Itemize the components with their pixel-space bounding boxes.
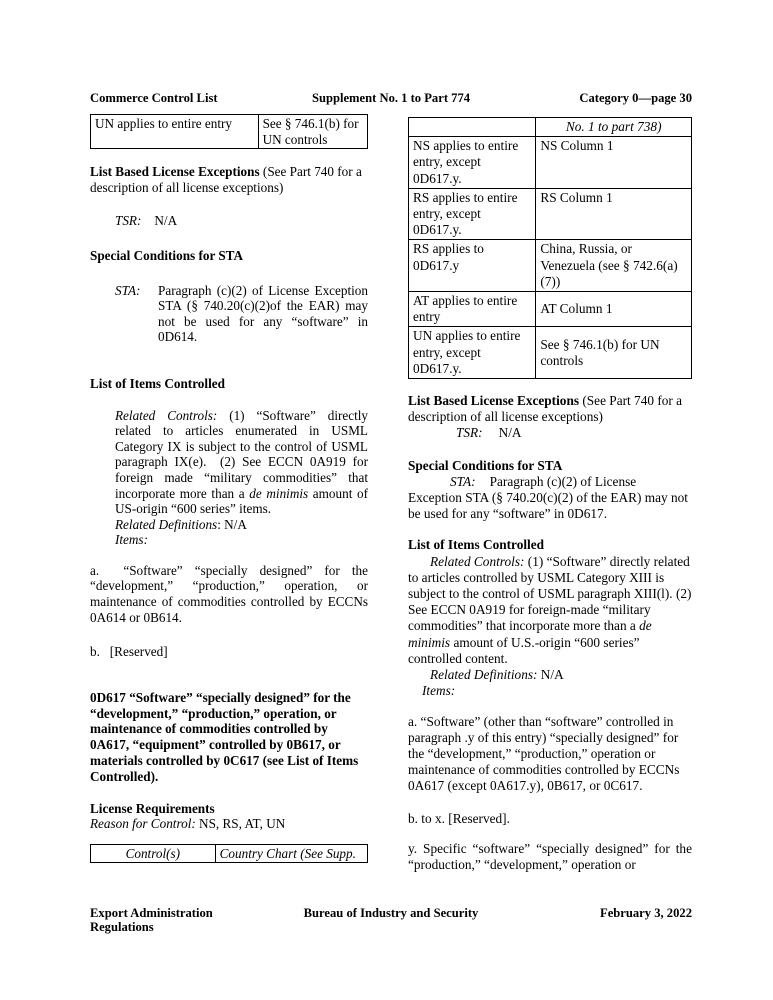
control-cell: RS applies to 0D617.y bbox=[409, 240, 536, 292]
list-based-license-exceptions: List Based License Exceptions (See Part 740 for a description of all license exceptions) bbox=[90, 164, 362, 195]
reason-for-control-line bbox=[90, 816, 368, 832]
sta-text: Paragraph (c)(2) of License Exception STA (§ 740.20(c)(2) of the EAR) may not be used for any “software” in 0D617. bbox=[408, 473, 688, 522]
related-controls-label: Related Controls: bbox=[430, 553, 525, 569]
tsr-line bbox=[90, 213, 368, 229]
related-controls-label: Related Controls: bbox=[115, 407, 218, 423]
header-category-page: Category 0—page 30 bbox=[579, 91, 692, 105]
section-heading: List Based License Exceptions bbox=[408, 393, 580, 409]
table-header-row bbox=[91, 844, 368, 863]
special-conditions-sta-heading: Special Conditions for STA bbox=[90, 247, 244, 263]
chart-cell: NS Column 1 bbox=[536, 137, 692, 189]
list-of-items-controlled-heading: List of Items Controlled bbox=[408, 537, 545, 553]
sta-label: STA: bbox=[115, 282, 141, 298]
tsr-value: N/A bbox=[154, 213, 178, 229]
table-row bbox=[409, 292, 692, 327]
list-based-license-exceptions: List Based License Exceptions (See Part 740 for a description of all license exceptions) bbox=[408, 393, 683, 425]
right-column bbox=[408, 117, 692, 873]
reason-value: NS, RS, AT, UN bbox=[195, 816, 286, 832]
table-row bbox=[409, 327, 692, 379]
item-b-paragraph: b. [Reserved] bbox=[90, 644, 168, 660]
control-cell: RS applies to entire entry, except 0D617.y. bbox=[409, 188, 536, 240]
header-document-title: Commerce Control List bbox=[90, 91, 218, 105]
license-requirements-heading: License Requirements bbox=[90, 800, 215, 816]
control-country-chart-table bbox=[90, 844, 368, 864]
country-chart-table bbox=[408, 117, 692, 379]
left-column bbox=[90, 114, 368, 863]
control-cell: UN applies to entire entry, except 0D617.y. bbox=[409, 327, 536, 379]
chart-cell: China, Russia, or Venezuela (see § 742.6(a)(7)) bbox=[536, 240, 692, 292]
tsr-line bbox=[408, 425, 692, 441]
chart-cell: See § 746.1(b) for UN controls bbox=[258, 115, 367, 149]
header-supplement-title: Supplement No. 1 to Part 774 bbox=[311, 91, 471, 105]
reason-label: Reason for Control: bbox=[90, 816, 196, 832]
control-cell: UN applies to entire entry bbox=[91, 115, 259, 149]
page-header bbox=[90, 91, 692, 105]
country-chart-header-cell: Country Chart (See Supp. bbox=[215, 844, 367, 863]
item-b-paragraph: b. to x. [Reserved]. bbox=[408, 810, 510, 826]
related-controls-block: Related Controls: (1) “Software” directly related to articles enumerated in USML Category IX is subject to the control of USML paragraph IX(e). (2) See ECCN 0A919 for foreign made “military commodities” that incorporate more than a de minimis amount of US-origin “600 series” items. Related Definitions: N/A Items: bbox=[115, 407, 369, 548]
item-a-paragraph: a. “Software” “specially designed” for the “development,” “production,” operation, or maintenance of commodities controlled by ECCNs 0A614 or 0B614. bbox=[90, 562, 368, 625]
controls-header-cell: Control(s) bbox=[91, 844, 216, 863]
table-row bbox=[91, 115, 368, 149]
tsr-label: TSR: bbox=[115, 213, 142, 229]
related-controls-block: Related Controls: (1) “Software” directly related to articles controlled by USML Category XIII is subject to the control of USML paragraph XIII(l). (2) See ECCN 0A919 for foreign-made “military commodities” that incorporate more than a de minimis amount of U.S.-origin “600 series” controlled content. bbox=[408, 553, 692, 666]
section-heading: List Based License Exceptions bbox=[90, 164, 260, 180]
chart-cell: See § 746.1(b) for UN controls bbox=[536, 327, 692, 379]
footer-regulations-label: Export Administration Regulations bbox=[90, 906, 213, 934]
sta-paragraph bbox=[90, 283, 368, 345]
footer-date: February 3, 2022 bbox=[600, 906, 692, 920]
item-a-paragraph: a. “Software” (other than “software” controlled in paragraph .y of this entry) “specially designed” for the “development,” “production,” operation or maintenance of commodities controlled by ECCNs 0A617 (except 0A617.y), 0B617, or 0C617. bbox=[408, 713, 680, 794]
table-row bbox=[409, 240, 692, 292]
items-line: Items: bbox=[115, 532, 148, 548]
table-row bbox=[409, 188, 692, 240]
sta-text: Paragraph (c)(2) of License Exception STA (§ 740.20(c)(2)of the EAR) may not be used for any “software” in 0D614. bbox=[158, 282, 368, 345]
sta-label: STA: bbox=[450, 473, 476, 489]
chart-cell: AT Column 1 bbox=[536, 292, 692, 327]
related-definitions-line: Related Definitions: N/A bbox=[430, 667, 564, 683]
de-minimis-term: de minimis bbox=[249, 485, 309, 501]
footer-bureau-label: Bureau of Industry and Security bbox=[303, 906, 479, 920]
chart-header-cell: No. 1 to part 738) bbox=[536, 118, 692, 137]
de-minimis-term: de minimis bbox=[408, 618, 652, 650]
item-y-paragraph: y. Specific “software” “specially designed” for the “production,” “development,” operation or bbox=[408, 840, 692, 872]
chart-cell: RS Column 1 bbox=[536, 188, 692, 240]
page-footer bbox=[90, 906, 692, 934]
control-cell: NS applies to entire entry, except 0D617.y. bbox=[409, 137, 536, 189]
tsr-value: N/A bbox=[498, 425, 522, 441]
control-cell: AT applies to entire entry bbox=[409, 292, 536, 327]
related-definitions-line: Related Definitions: N/A bbox=[115, 516, 247, 532]
table-header-row bbox=[409, 118, 692, 137]
table-row bbox=[409, 137, 692, 189]
special-conditions-sta-heading: Special Conditions for STA bbox=[408, 457, 563, 473]
tsr-label: TSR: bbox=[456, 425, 483, 441]
carryover-control-table bbox=[90, 114, 368, 149]
items-line: Items: bbox=[422, 683, 456, 699]
sta-paragraph bbox=[408, 474, 692, 523]
eccn-0d617-heading: 0D617 “Software” “specially designed” for the “development,” “production,” operation, or maintenance of commodities controlled by 0A617, “equipment” controlled by 0B617, or materials controlled by 0C617 (see List of Items Controlled). bbox=[90, 689, 359, 784]
empty-header-cell bbox=[409, 118, 536, 137]
list-of-items-controlled-heading: List of Items Controlled bbox=[90, 375, 225, 391]
